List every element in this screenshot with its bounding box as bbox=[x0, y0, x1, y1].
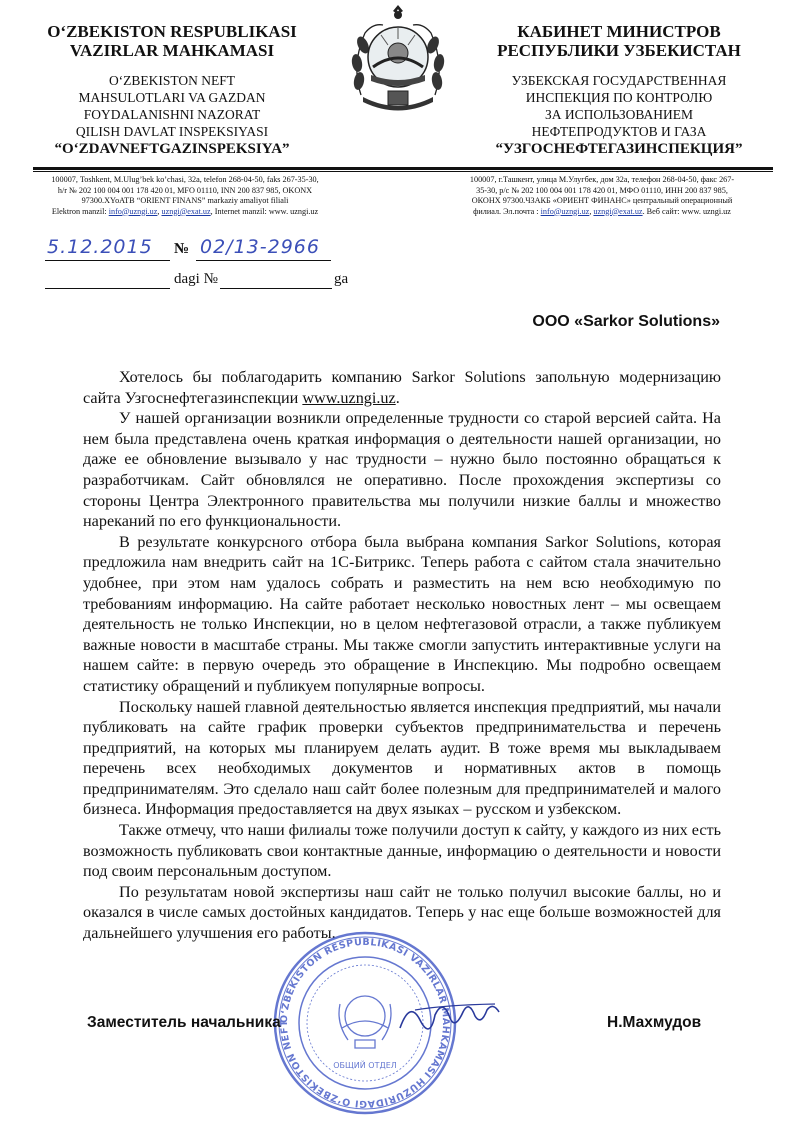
left-short-name: “O‘ZDAVNEFTGAZINSPEKSIYA” bbox=[54, 141, 290, 157]
paragraph-3: В результате конкурсного отбора была выбрана компания Sarkor Solutions, которая предложила нам внедрить сайт на 1С-Битрикс. Теперь работа с сайтом стала значительно удобнее, при этом нам удалось собрать и разместить на нем всю необходимую по требованиям информацию. На сайте работает несколько новостных лент – мы освещаем деятельность не только Инспекции, но в целом нефтегазовой отрасли, а также публикуем важные новости в масштабе страны. Мы также смогли запустить интерактивные услуги на нашем сайте: в первую очередь это обращение в Инспекцию. Мы подробно освещаем статистику обращений и публикуем популярные вопросы. bbox=[83, 532, 721, 695]
paragraph-6: По результатам новой экспертизы наш сайт не только получил высокие баллы, но и оказался в числе самых достойных кандидатов. Теперь у нас еще больше возможностей для дальнейшего улучшения его работы. bbox=[83, 882, 721, 943]
signatory-title: Заместитель начальника bbox=[87, 1014, 281, 1031]
left-email-link-1[interactable]: info@uzngi.uz bbox=[108, 206, 158, 216]
stamp-center-text: ОБЩИЙ ОТДЕЛ bbox=[333, 1061, 397, 1070]
right-site: www. uzngi.uz bbox=[681, 206, 731, 216]
right-title-line1: КАБИНЕТ МИНИСТРОВ bbox=[517, 22, 721, 41]
state-emblem bbox=[343, 5, 453, 115]
dagi-underline bbox=[45, 288, 170, 289]
right-addr-line4: филиал. Эл.почта : info@uzngi.uz, uzngi@exat.uz. Веб сайт: www. uzngi.uz bbox=[473, 206, 731, 216]
right-addr-line3: ОКОНХ 97300.ЧЗАКБ «ОРИЕНТ ФИНАНС» центральный операционный bbox=[471, 196, 733, 205]
number-sign: № bbox=[174, 241, 190, 257]
letterhead-right bbox=[463, 22, 775, 158]
paragraph-1-text: Хотелось бы поблагодарить компанию Sarkor Solutions запольную модернизацию сайта Узгоснефтегазинспекции bbox=[83, 368, 721, 407]
left-addr-line4: Elektron manzil: info@uzngi.uz, uzngi@exat.uz, Internet manzil: www. uzngi.uz bbox=[51, 206, 319, 216]
paragraph-5: Также отмечу, что наши филиалы тоже получили доступ к сайту, у каждого из них есть возможность публиковать свои контактные данные, информацию о деятельности и новости под своим персональным доступом. bbox=[83, 821, 721, 881]
stamp-outer-text: O‘ZBEKISTON RESPUBLIKASI VAZIRLAR MAHKAMASI HUZURIDAGI O‘ZBEKISTON NEFT bbox=[278, 936, 452, 1110]
left-email-link-2[interactable]: uzngi@exat.uz bbox=[161, 206, 211, 216]
paragraph-2: У нашей организации возникли определенные трудности со старой версией сайта. На нем была представлена очень краткая информация о деятельности нашей организации, но даже ее обновление вызывало у нас трудности – нужно было постоянно обращаться к разработчикам. Сайт обновлялся не оперативно. После прохождения экспертизы со стороны Центра Электронного правительства мы получили низкие баллы и множество нареканий по его функциональности. bbox=[83, 409, 721, 531]
header-divider-thin bbox=[33, 171, 773, 172]
right-short-name: “УЗГОСНЕФТЕГАЗИНСПЕКЦИЯ” bbox=[495, 141, 743, 157]
right-sub-line4: НЕФТЕПРОДУКТОВ И ГАЗА bbox=[531, 124, 707, 139]
date-underline bbox=[45, 260, 170, 261]
right-addr-line2: 35-30, р/с № 202 100 004 001 178 420 01, МФО 01110, ИНН 200 837 985, bbox=[476, 185, 728, 195]
ga-underline bbox=[220, 288, 332, 289]
ga-label: ga bbox=[334, 271, 349, 287]
left-title-line1: O‘ZBEKISTON RESPUBLIKASI bbox=[47, 22, 297, 41]
left-addr-line3: 97300.XYoATB “ORIENT FINANS” markaziy amaliyot filiali bbox=[81, 196, 289, 205]
right-addr-line1: 100007, г.Ташкент, улица М.Улугбек, дом 32а, телефон 268-04-50, факс 267- bbox=[469, 175, 735, 184]
right-sub-line1: УЗБЕКСКАЯ ГОСУДАРСТВЕННАЯ bbox=[511, 73, 727, 88]
right-sub-line2: ИНСПЕКЦИЯ ПО КОНТРОЛЮ bbox=[525, 90, 713, 105]
right-site-label: Веб сайт: bbox=[646, 206, 680, 216]
signatory-name: Н.Махмудов bbox=[607, 1014, 702, 1031]
left-sub-line4: QILISH DAVLAT INSPEKSIYASI bbox=[75, 124, 269, 139]
paragraph-1 bbox=[83, 367, 721, 408]
right-email-link-1[interactable]: info@uzngi.uz bbox=[540, 206, 590, 216]
site-link[interactable]: www.uzngi.uz bbox=[302, 388, 396, 407]
paragraph-4: Поскольку нашей главной деятельностью является инспекция предприятий, мы начали публиковать на сайте график проверки субъектов предпринимательства и перечень предприятий, на которых мы планируем делать аудит. В тоже время мы выкладываем перечень всех необходимых документов и нормативных актов в помощь предпринимателям. Это сделало наш сайт более полезным для предпринимателей и малого бизнеса. Информация предоставляется на двух языках – русском и узбекском. bbox=[83, 697, 721, 819]
left-addr-line2: h/r № 202 100 004 001 178 420 01, MFO 01110, INN 200 837 985, OKONX bbox=[57, 185, 313, 195]
letterhead-left-address bbox=[40, 175, 330, 217]
right-title-line2: РЕСПУБЛИКИ УЗБЕКИСТАН bbox=[497, 41, 741, 60]
right-sub-line3: ЗА ИСПОЛЬЗОВАНИЕМ bbox=[544, 107, 694, 122]
left-email-label: Elektron manzil: bbox=[51, 206, 107, 216]
handwritten-date: 5.12.2015 bbox=[47, 236, 153, 258]
left-site-label: Internet manzil: bbox=[214, 206, 267, 216]
handwritten-signature bbox=[395, 990, 505, 1040]
left-sub-line3: FOYDALANISHNI NAZORAT bbox=[83, 107, 261, 122]
left-sub-line2: MAHSULOTLARI VA GAZDAN bbox=[78, 90, 266, 105]
left-addr-line1: 100007, Toshkent, M.Ulug’bek ko’chasi, 32a, telefon 268-04-50, faks 267-35-30, bbox=[51, 175, 319, 184]
header-divider-thick bbox=[33, 167, 773, 170]
letterhead-left bbox=[22, 22, 322, 158]
right-email-label: филиал. Эл.почта : bbox=[473, 206, 539, 216]
handwritten-number: 02/13-2966 bbox=[200, 236, 320, 258]
right-email-link-2[interactable]: uzngi@exat.uz bbox=[593, 206, 643, 216]
letterhead-right-address bbox=[452, 175, 752, 217]
number-underline bbox=[196, 260, 331, 261]
dagi-label: dagi № bbox=[174, 271, 218, 287]
recipient: ООО «Sarkor Solutions» bbox=[532, 313, 720, 330]
paragraph-1-end: . bbox=[395, 388, 400, 407]
letter-body bbox=[83, 367, 721, 944]
left-title-line2: VAZIRLAR MAHKAMASI bbox=[69, 41, 275, 60]
left-site: www. uzngi.uz bbox=[268, 206, 319, 216]
left-sub-line1: O‘ZBEKISTON NEFT bbox=[108, 73, 236, 88]
